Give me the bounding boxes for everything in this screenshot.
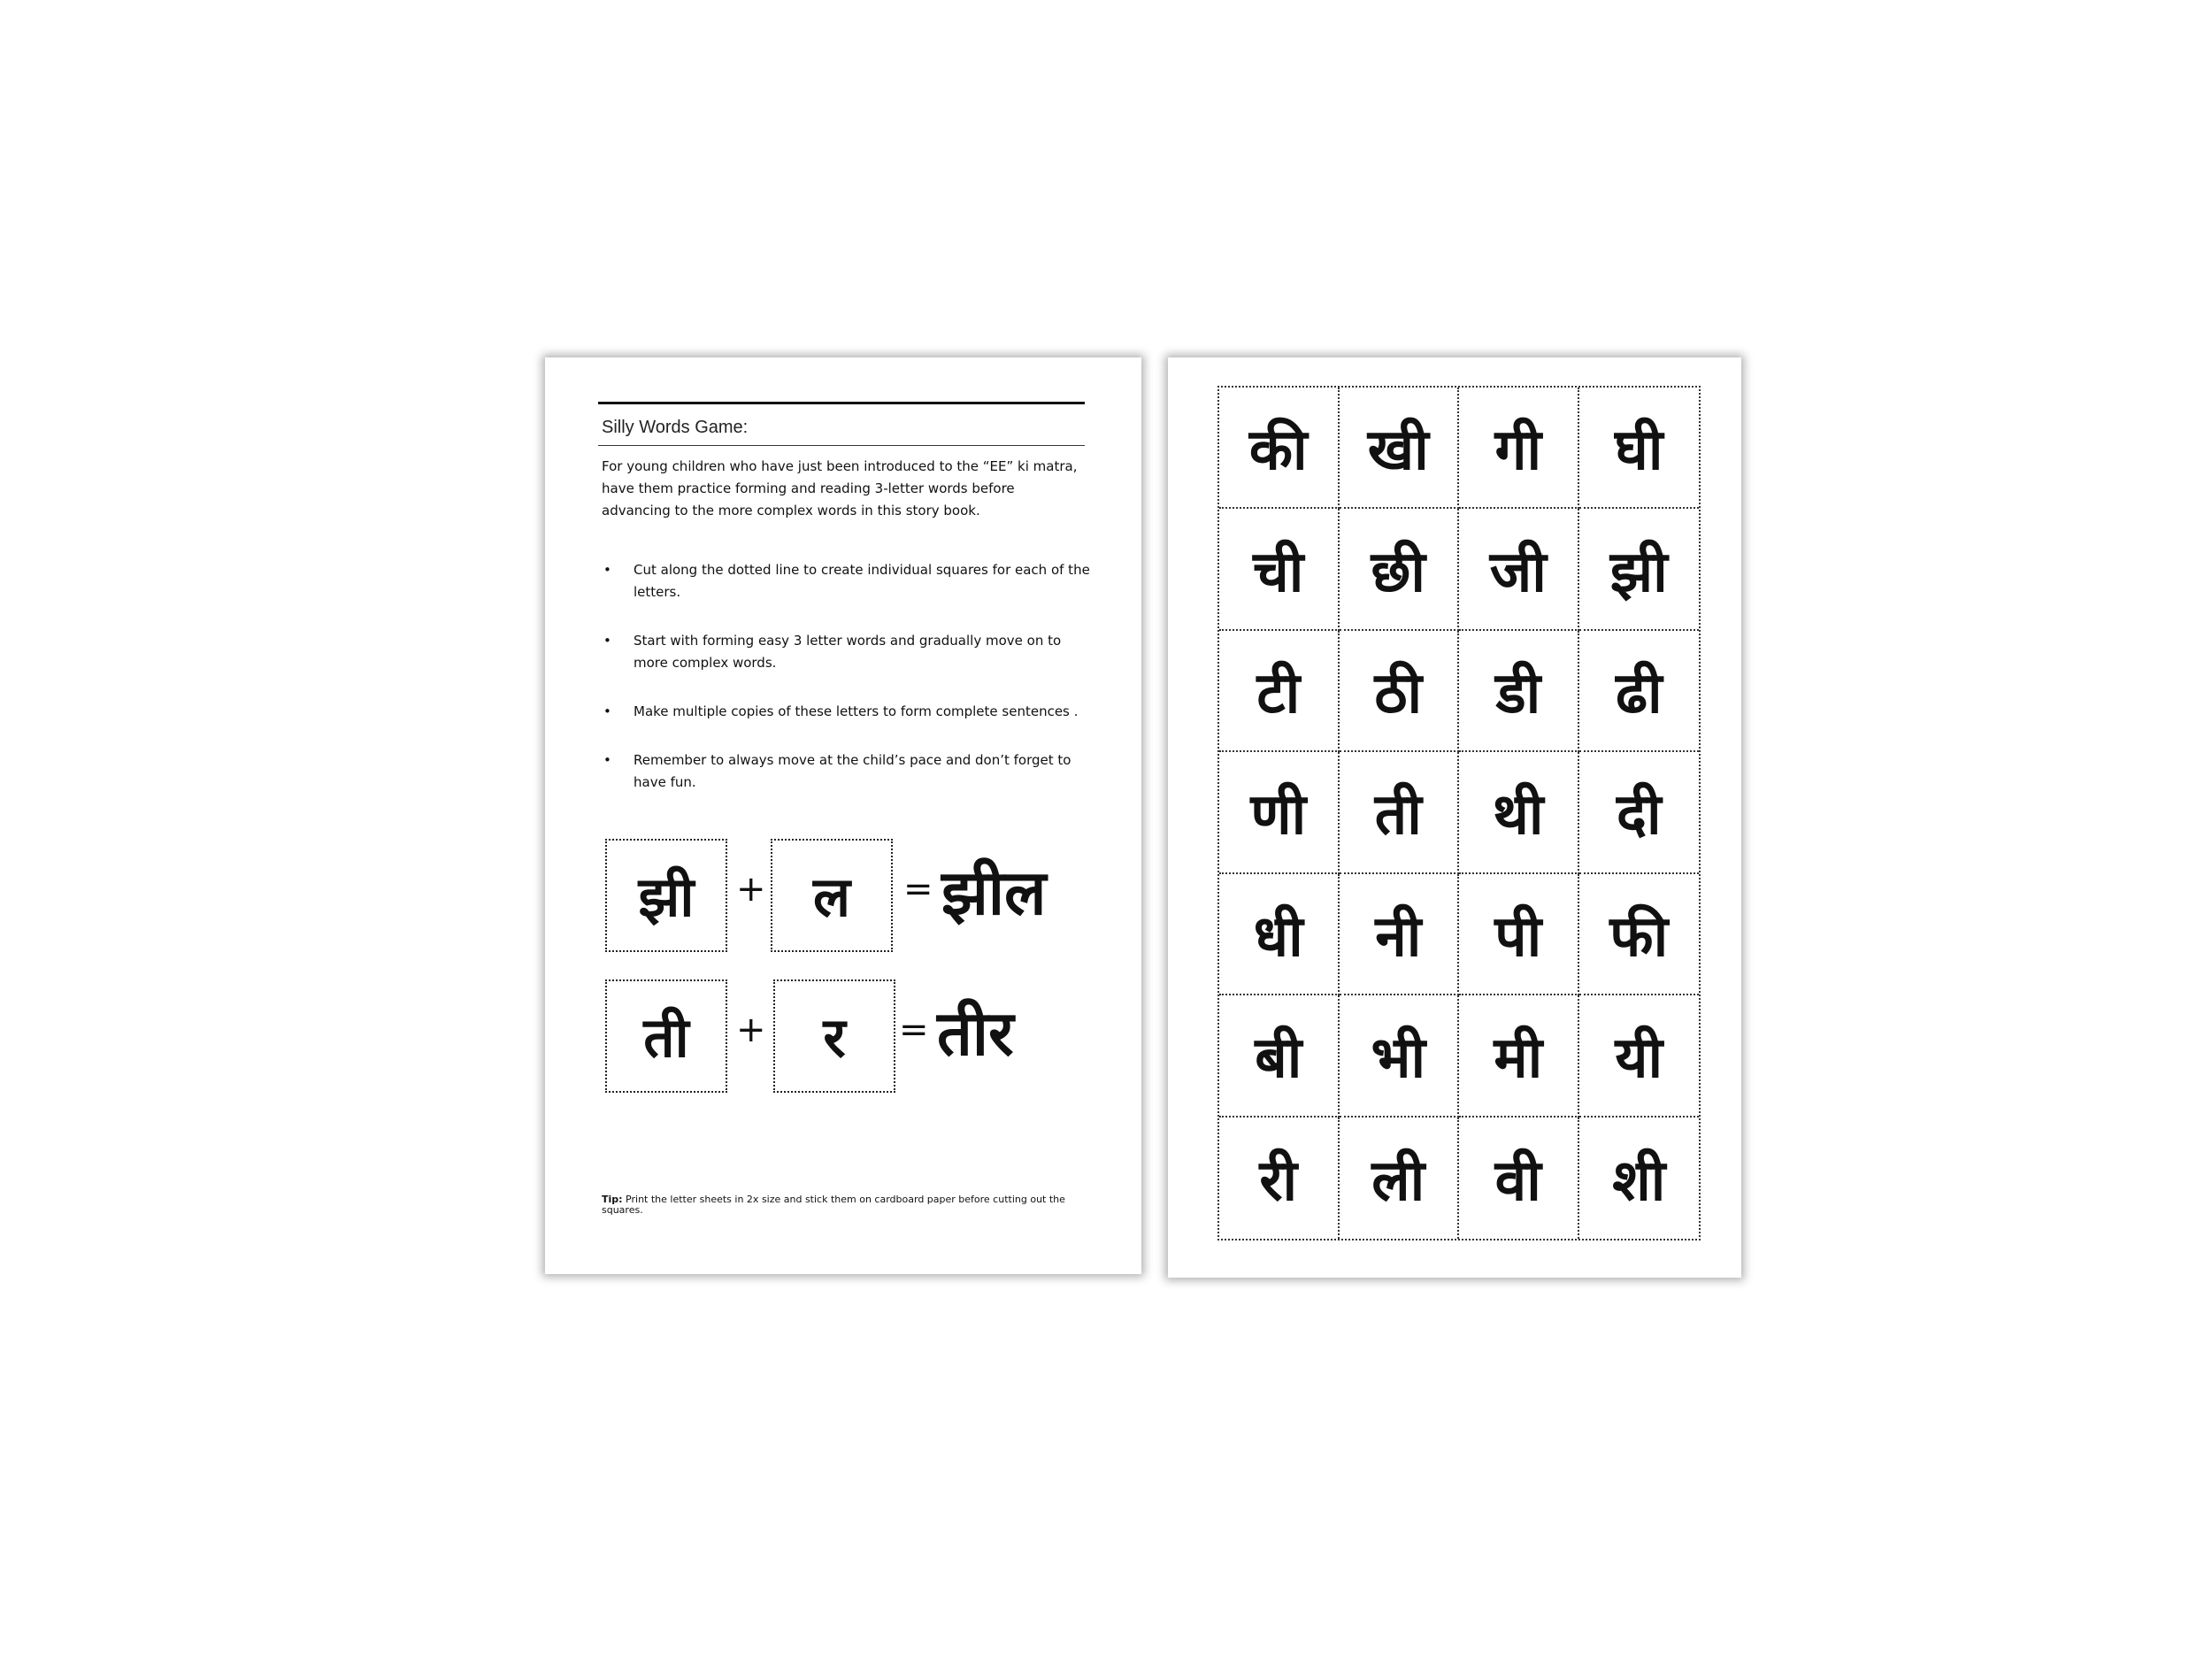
letter-cell: शी xyxy=(1612,1148,1666,1214)
instruction-item: • Cut along the dotted line to create individual squares for each of the letters. xyxy=(602,559,1097,603)
letter-cell: भी xyxy=(1340,995,1460,1117)
result-word: तीर xyxy=(937,997,1014,1070)
word-example-2 xyxy=(605,979,1065,1093)
letter-tile: ती xyxy=(605,979,727,1093)
letter-cell: खी xyxy=(1340,388,1460,509)
top-divider xyxy=(598,402,1085,404)
letter-cell: पी xyxy=(1459,874,1579,995)
letter-cell: टी xyxy=(1219,631,1340,752)
letter-cell: धी xyxy=(1219,874,1340,995)
letter-cell: ली xyxy=(1340,1118,1460,1239)
letter-grid xyxy=(1217,386,1701,1240)
instruction-page xyxy=(545,357,1141,1274)
tip-text: Print the letter sheets in 2x size and stick them on cardboard paper before cutting out the squares. xyxy=(602,1194,1065,1216)
letter-cell: णी xyxy=(1219,752,1340,873)
letter-cell: ठी xyxy=(1340,631,1460,752)
letter-cell: थी xyxy=(1459,752,1579,873)
instruction-item: • Start with forming easy 3 letter words and gradually move on to more complex words. xyxy=(602,630,1097,674)
title-divider xyxy=(598,445,1085,446)
letter-cell: वी xyxy=(1459,1118,1579,1239)
letter-cell: यी xyxy=(1579,995,1700,1117)
letter-cell: मी xyxy=(1459,995,1579,1117)
equals-sign: = xyxy=(903,869,933,910)
letter-cell: बी xyxy=(1219,995,1340,1117)
letter-cell: ढी xyxy=(1579,631,1700,752)
letter-cell: घी xyxy=(1579,388,1700,509)
intro-paragraph: For young children who have just been introduced to the “EE” ki matra, have them practice forming and reading 3-letter words before advancing to the more complex words in this story book. xyxy=(602,458,1078,518)
letter-cell: झी xyxy=(1579,509,1700,630)
letter-sheet-page xyxy=(1168,357,1741,1278)
tip-label: Tip: xyxy=(602,1194,623,1205)
result-word: झील xyxy=(941,856,1047,929)
bullet-icon: • xyxy=(603,703,611,719)
letter-cell: डी xyxy=(1459,631,1579,752)
bullet-icon: • xyxy=(603,752,611,768)
word-example-1 xyxy=(605,839,1065,952)
letter-cell: ती xyxy=(1340,752,1460,873)
instruction-item: • Make multiple copies of these letters to form complete sentences . xyxy=(602,701,1097,723)
letter-cell: नी xyxy=(1340,874,1460,995)
letter-cell: दी xyxy=(1579,752,1700,873)
letter-tile: र xyxy=(773,979,895,1093)
letter-cell: ची xyxy=(1219,509,1340,630)
letter-cell: फी xyxy=(1579,874,1700,995)
letter-cell: की xyxy=(1219,388,1340,509)
letter-cell: गी xyxy=(1459,388,1579,509)
letter-cell: छी xyxy=(1340,509,1460,630)
letter-cell: जी xyxy=(1459,509,1579,630)
instruction-item: • Remember to always move at the child’s pace and don’t forget to have fun. xyxy=(602,749,1097,794)
letter-cell: री xyxy=(1219,1118,1340,1239)
bullet-icon: • xyxy=(603,562,611,578)
letter-tile: झी xyxy=(605,839,727,952)
bullet-icon: • xyxy=(603,633,611,649)
page-title: Silly Words Game: xyxy=(602,418,749,437)
plus-sign: + xyxy=(736,1010,766,1050)
equals-sign: = xyxy=(899,1010,929,1050)
plus-sign: + xyxy=(736,869,766,910)
instruction-list xyxy=(602,559,1097,820)
tip-note xyxy=(602,1194,1097,1216)
letter-tile: ल xyxy=(771,839,893,952)
